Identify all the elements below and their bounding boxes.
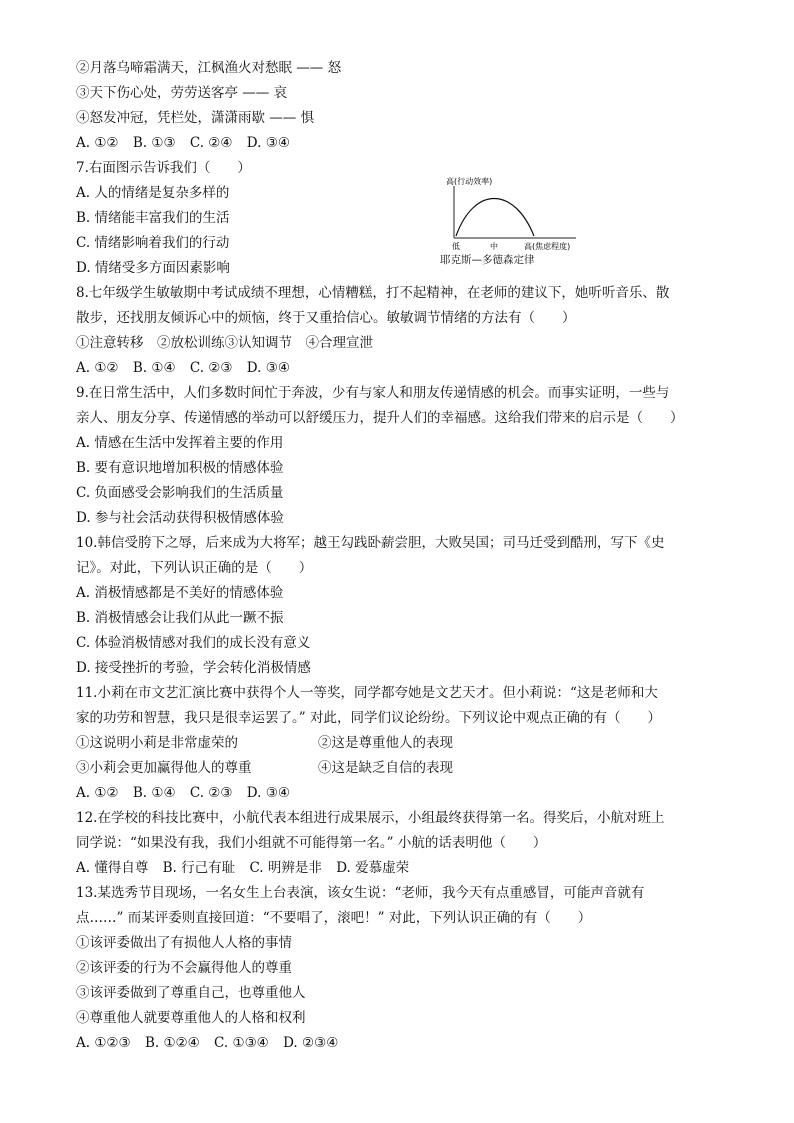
option: A. ①② <box>76 135 119 151</box>
question-stem: 同学说：“如果没有我，我们小组就不可能得第一名。” 小航的话表明他（ ） <box>76 835 547 851</box>
statement-item: ①该评委做出了有损他人人格的事情 <box>76 935 292 951</box>
option: C. 体验消极情感对我们的成长没有意义 <box>76 635 311 651</box>
statement-item: ④这是缺乏自信的表现 <box>318 760 453 776</box>
exam-page <box>76 56 726 1056</box>
figure-x-low: 低 <box>452 242 460 251</box>
q6-options <box>76 131 726 156</box>
question-stem: 12.在学校的科技比赛中，小航代表本组进行成果展示，小组最终获得第一名。得奖后，小航对班上 <box>76 810 665 826</box>
q13-options <box>76 1031 726 1056</box>
question-stem: 亲人、朋友分享、传递情感的举动可以舒缓压力，提升人们的幸福感。这给我们带来的启示是（ ） <box>76 410 684 426</box>
text-line: ③天下伤心处，劳劳送客亭 —— 哀 <box>76 85 288 101</box>
option: B. ①③ <box>132 135 176 151</box>
question-stem: 散步，还找朋友倾诉心中的烦恼，终于又重拾信心。敏敏调节情绪的方法有（ ） <box>76 310 576 326</box>
option: B. 消极情感会让我们从此一蹶不振 <box>76 610 284 626</box>
question-stem: 7.右面图示告诉我们（ ） <box>76 160 251 176</box>
figure-x-mid: 中 <box>490 242 498 251</box>
statement-row <box>76 731 726 756</box>
figure-curve <box>456 199 534 237</box>
option: A. 人的情绪是复杂多样的 <box>76 185 230 201</box>
option: B. ①④ <box>132 360 176 376</box>
option: C. ①③④ <box>214 1035 269 1051</box>
option: D. ②③④ <box>283 1035 339 1051</box>
statement-item: ②这是尊重他人的表现 <box>318 735 453 751</box>
option: D. 参与社会活动获得积极情感体验 <box>76 510 284 526</box>
statement-item: ②该评委的行为不会赢得他人的尊重 <box>76 960 292 976</box>
text-line: ②月落乌啼霜满天，江枫渔火对愁眠 —— 怒 <box>76 60 342 76</box>
question-stem: 13.某选秀节目现场，一名女生上台表演，该女生说：“老师，我今天有点重感冒，可能声音就有 <box>76 885 645 901</box>
figure-caption: 耶克斯—多德森定律 <box>440 254 535 266</box>
question-stem: 记》。对此，下列认识正确的是（ ） <box>76 560 313 576</box>
option: B. 情绪能丰富我们的生活 <box>76 210 230 226</box>
option: D. 爱慕虚荣 <box>336 860 410 876</box>
yerkes-dodson-figure <box>440 176 594 266</box>
option: A. ①② <box>76 785 119 801</box>
question-stem: 8.七年级学生敏敏期中考试成绩不理想，心情糟糕，打不起精神，在老师的建议下，她听听音乐、散 <box>76 285 670 301</box>
option: B. 行己有耻 <box>162 860 236 876</box>
question-stem: 9.在日常生活中，人们多数时间忙于奔波，少有与家人和朋友传递情感的机会。而事实证明，一些与 <box>76 385 670 401</box>
text-line: ④怒发冲冠，凭栏处，潇潇雨歇 —— 惧 <box>76 110 315 126</box>
option: A. ①② <box>76 360 119 376</box>
question-stem: 点……” 而某评委则直接回道：“不要唱了，滚吧！” 对此，下列认识正确的有（ ） <box>76 910 592 926</box>
option: A. ①②③ <box>76 1035 131 1051</box>
option: A. 懂得自尊 <box>76 860 149 876</box>
q12-options <box>76 856 726 881</box>
option: A. 消极情感都是不美好的情感体验 <box>76 585 284 601</box>
statement-items: ①注意转移 ②放松训练③认知调节 ④合理宣泄 <box>76 335 373 351</box>
option: D. ③④ <box>246 360 290 376</box>
figure-y-label: 高(行动效率) <box>446 177 493 186</box>
figure-x-high: 高(焦虑程度) <box>524 242 571 251</box>
statement-item: ③该评委做到了尊重自己，也尊重他人 <box>76 985 306 1001</box>
option: D. ③④ <box>246 135 290 151</box>
statement-item: ④尊重他人就要尊重他人的人格和权利 <box>76 1010 306 1026</box>
option: C. ②③ <box>189 785 233 801</box>
option: C. ②③ <box>189 360 233 376</box>
question-stem: 10.韩信受胯下之辱，后来成为大将军；越王勾践卧薪尝胆，大败吴国；司马迁受到酷刑，写下《史 <box>76 535 665 551</box>
statement-row <box>76 756 726 781</box>
option: D. 接受挫折的考验，学会转化消极情感 <box>76 660 311 676</box>
q8-options <box>76 356 726 381</box>
option: B. ①④ <box>132 785 176 801</box>
option: B. 要有意识地增加积极的情感体验 <box>76 460 284 476</box>
option: C. 明辨是非 <box>249 860 322 876</box>
option: B. ①②④ <box>144 1035 200 1051</box>
question-stem: 11.小莉在市文艺汇演比赛中获得个人一等奖，同学都夸她是文艺天才。但小莉说：“这是老师和大 <box>76 685 658 701</box>
q11-options <box>76 781 726 806</box>
option: C. 情绪影响着我们的行动 <box>76 235 230 251</box>
option: A. 情感在生活中发挥着主要的作用 <box>76 435 284 451</box>
option: D. ③④ <box>246 785 290 801</box>
option: D. 情绪受多方面因素影响 <box>76 260 230 276</box>
figure-svg <box>444 176 594 252</box>
statement-item: ①这说明小莉是非常虚荣的 <box>76 735 238 751</box>
option: C. 负面感受会影响我们的生活质量 <box>76 485 284 501</box>
question-stem: 家的功劳和智慧，我只是很幸运罢了。” 对此，同学们议论纷纷。下列议论中观点正确的有（ ） <box>76 710 661 726</box>
option: C. ②④ <box>189 135 233 151</box>
statement-item: ③小莉会更加赢得他人的尊重 <box>76 760 252 776</box>
